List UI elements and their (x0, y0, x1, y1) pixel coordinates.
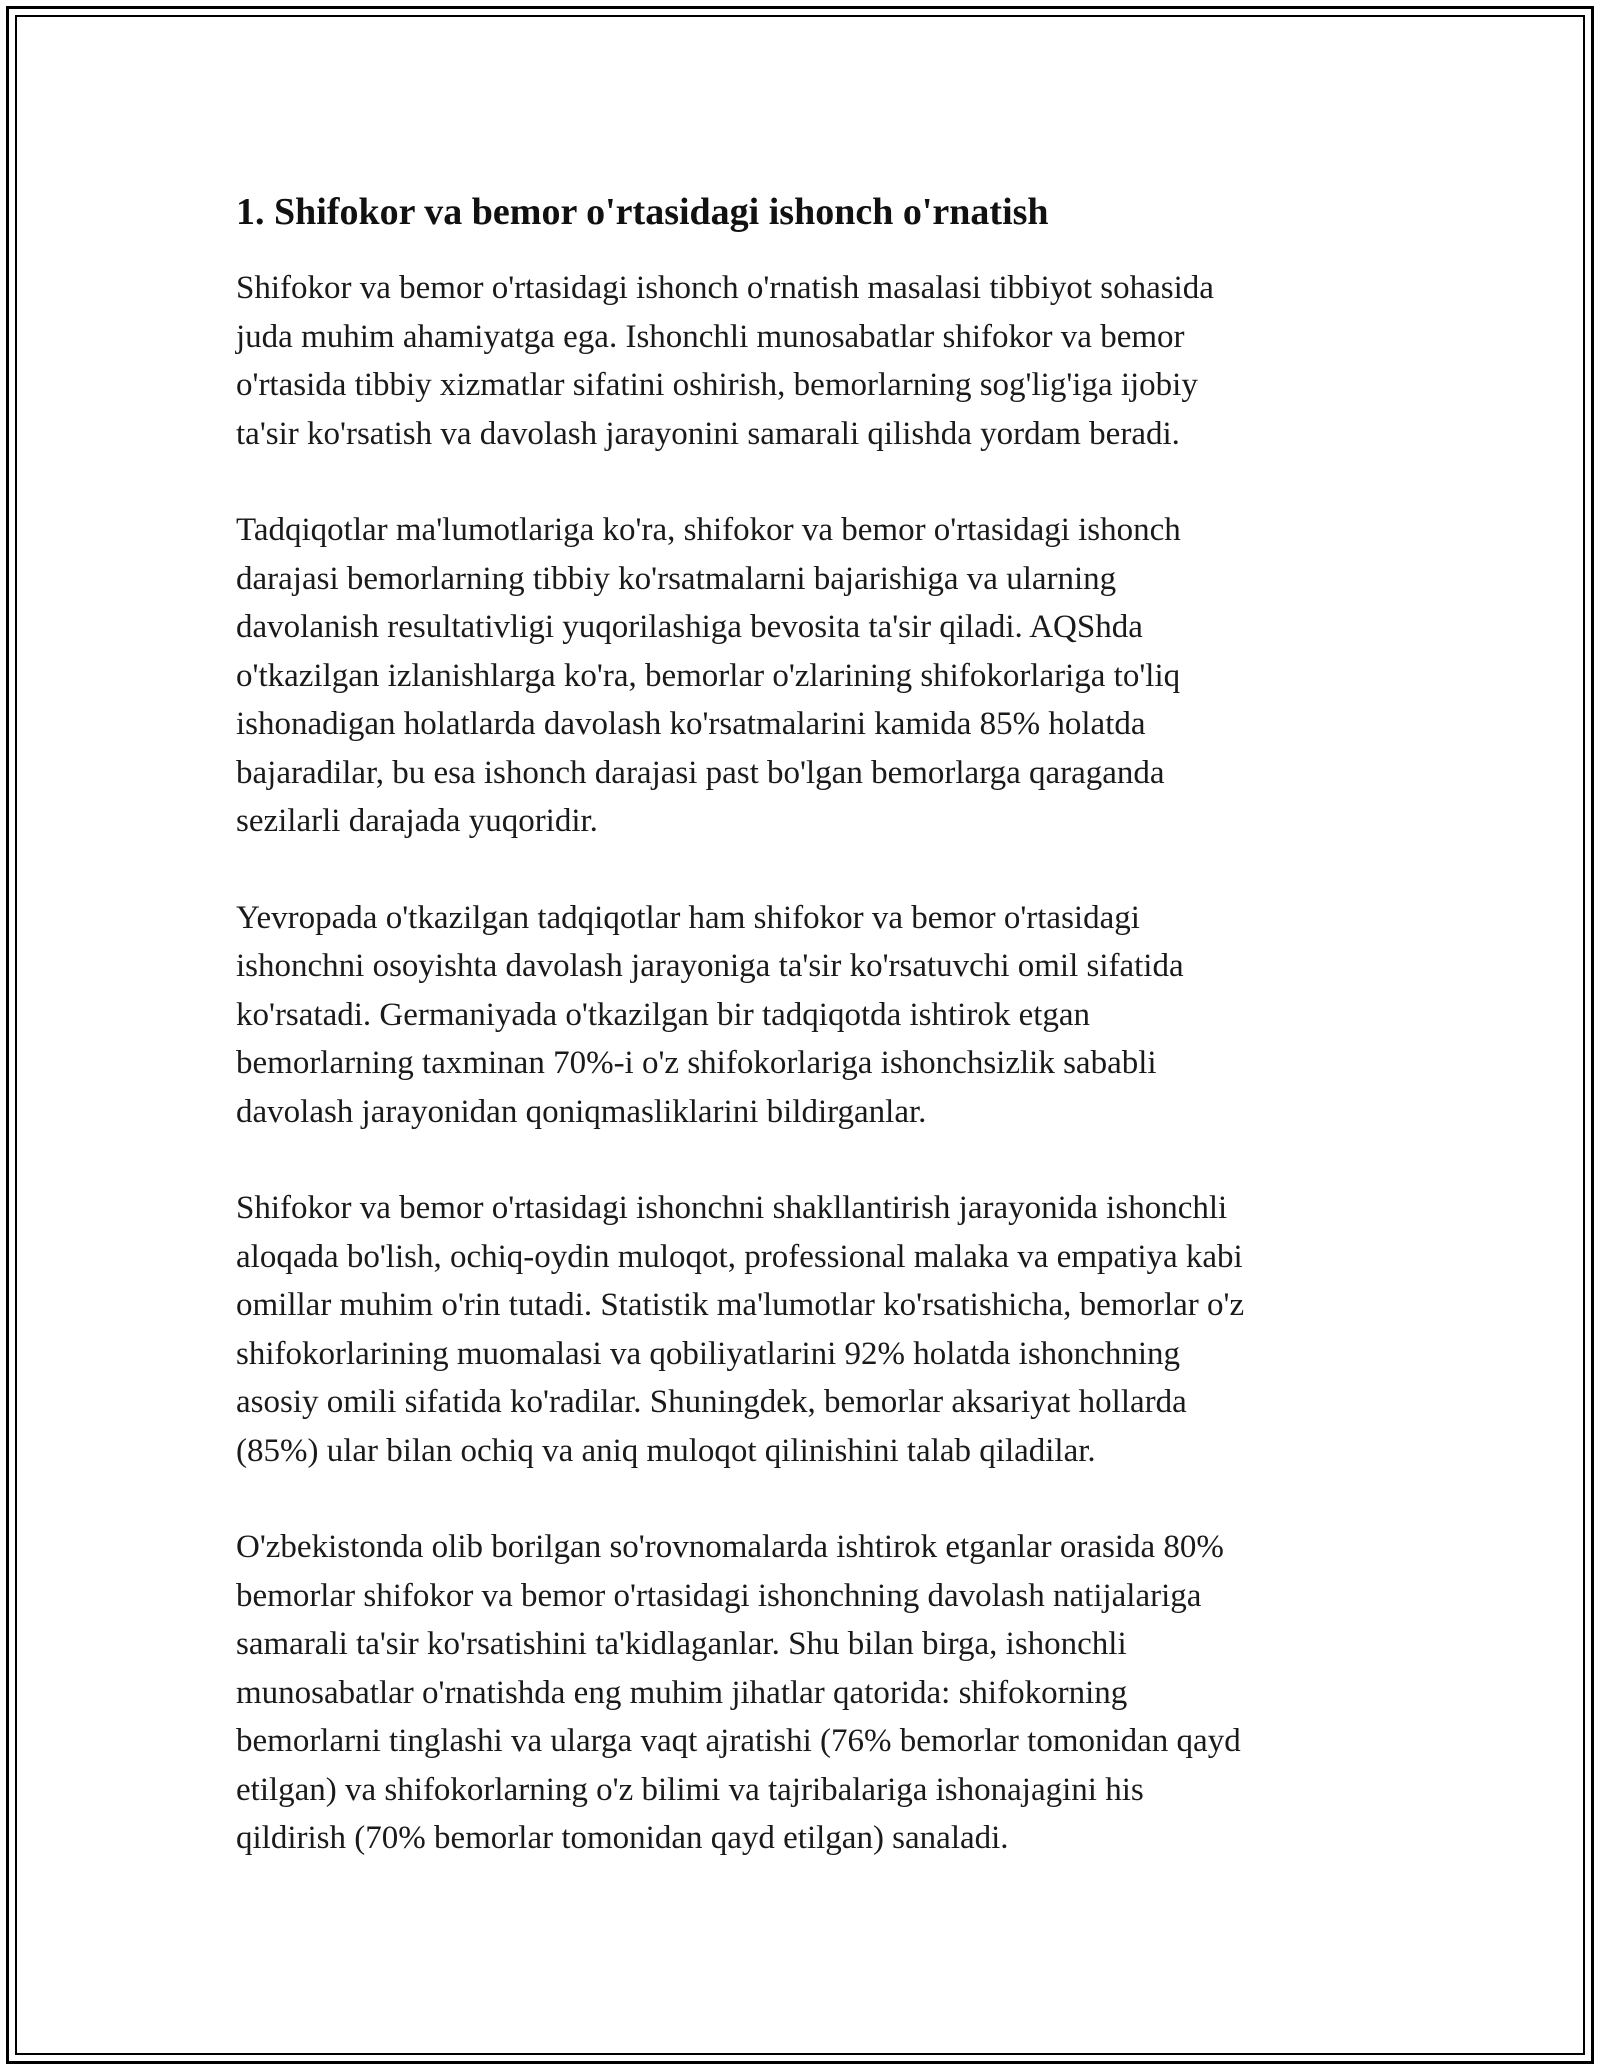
paragraph-line: shifokorlarining muomalasi va qobiliyatlarini 92% holatda ishonchning (236, 1335, 1180, 1372)
paragraph-line: davolash jarayonidan qoniqmasliklarini bildirganlar. (236, 1093, 927, 1130)
paragraph-line: o'rtasida tibbiy xizmatlar sifatini oshirish, bemorlarning sog'lig'iga ijobiy (236, 367, 1198, 403)
paragraph-list (236, 264, 1366, 1863)
paragraph-line: davolanish resultativligi yuqorilashiga bevosita ta'sir qiladi. AQShda (236, 609, 1143, 645)
paragraph-line: Yevropada o'tkazilgan tadqiqotlar ham shifokor va bemor o'rtasidagi (236, 899, 1140, 936)
paragraph-line: bajaradilar, bu esa ishonch darajasi past bo'lgan bemorlarga qaraganda (236, 754, 1165, 791)
paragraph-line: aloqada bo'lish, ochiq-oydin muloqot, professional malaka va empatiya kabi (236, 1238, 1243, 1275)
paragraph-5 (236, 1523, 1366, 1863)
paragraph-line: bemorlarning taxminan 70%-i o'z shifokorlariga ishonchsizlik sababli (236, 1045, 1157, 1081)
paragraph-line: ishonadigan holatlarda davolash ko'rsatmalarini kamida 85% holatda (236, 706, 1146, 742)
paragraph-line: Tadqiqotlar ma'lumotlariga ko'ra, shifokor va bemor o'rtasidagi ishonch (236, 512, 1181, 548)
document-body (236, 186, 1366, 1911)
paragraph-line: asosiy omili sifatida ko'radilar. Shuningdek, bemorlar aksariyat hollarda (236, 1384, 1187, 1420)
paragraph-line: Shifokor va bemor o'rtasidagi ishonchni shakllantirish jarayonida ishonchli (236, 1190, 1228, 1226)
paragraph-3 (236, 894, 1366, 1137)
paragraph-line: darajasi bemorlarning tibbiy ko'rsatmalarni bajarishiga va ularning (236, 560, 1117, 597)
paragraph-line: juda muhim ahamiyatga ega. Ishonchli munosabatlar shifokor va bemor (236, 318, 1185, 355)
paragraph-line: ko'rsatadi. Germaniyada o'tkazilgan bir tadqiqotda ishtirok etgan (236, 996, 1091, 1033)
paragraph-line: O'zbekistonda olib borilgan so'rovnomalarda ishtirok etganlar orasida 80% (236, 1529, 1224, 1565)
section-heading: 1. Shifokor va bemor o'rtasidagi ishonch o'rnatish (236, 191, 1049, 233)
paragraph-line: samarali ta'sir ko'rsatishini ta'kidlaganlar. Shu bilan birga, ishonchli (236, 1626, 1127, 1662)
paragraph-line: bemorlarni tinglashi va ularga vaqt ajratishi (76% bemorlar tomonidan qayd (236, 1723, 1241, 1759)
paragraph-line: (85%) ular bilan ochiq va aniq muloqot qilinishini talab qiladilar. (236, 1432, 1096, 1469)
paragraph-line: Shifokor va bemor o'rtasidagi ishonch o'rnatish masalasi tibbiyot sohasida (236, 270, 1214, 306)
paragraph-line: munosabatlar o'rnatishda eng muhim jihatlar qatorida: shifokorning (236, 1674, 1128, 1711)
paragraph-line: bemorlar shifokor va bemor o'rtasidagi ishonchning davolash natijalariga (236, 1577, 1202, 1614)
paragraph-4 (236, 1184, 1366, 1475)
paragraph-line: etilgan) va shifokorlarning o'z bilimi va tajribalariga ishonajagini his (236, 1771, 1144, 1808)
paragraph-line: ta'sir ko'rsatish va davolash jarayonini samarali qilishda yordam beradi. (236, 415, 1180, 452)
paragraph-line: sezilarli darajada yuqoridir. (236, 803, 598, 839)
paragraph-2 (236, 506, 1366, 846)
paragraph-1 (236, 264, 1366, 458)
paragraph-line: o'tkazilgan izlanishlarga ko'ra, bemorlar o'zlarining shifokorlariga to'liq (236, 657, 1181, 694)
paragraph-line: omillar muhim o'rin tutadi. Statistik ma'lumotlar ko'rsatishicha, bemorlar o'z (236, 1287, 1245, 1323)
paragraph-line: qildirish (70% bemorlar tomonidan qayd etilgan) sanaladi. (236, 1820, 1009, 1856)
paragraph-line: ishonchni osoyishta davolash jarayoniga ta'sir ko'rsatuvchi omil sifatida (236, 948, 1184, 984)
